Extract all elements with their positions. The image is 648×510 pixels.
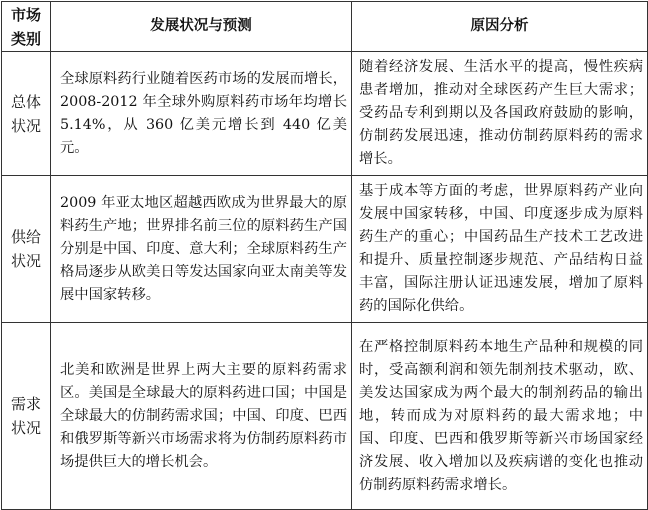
header-development-status: 发展状况与预测 <box>51 2 352 52</box>
category-line1: 供给 <box>10 228 41 246</box>
status-cell: 北美和欧洲是世界上两大主要的原料药需求区。美国是全球最大的原料药进口国；中国是全球最大的仿制药需求国；中国、印度、巴西和俄罗斯等新兴市场需求将为仿制药原料药市场提供巨大的增长机会。 <box>51 323 352 510</box>
header-market-category <box>2 2 51 52</box>
category-line1: 需求 <box>10 395 41 413</box>
table-row <box>2 323 648 510</box>
table-row <box>2 52 648 176</box>
header-reason-analysis: 原因分析 <box>352 2 648 52</box>
status-cell: 2009 年亚太地区超越西欧成为世界最大的原料药生产地；世界排名前三位的原料药生产国分别是中国、印度、意大利；全球原料药生产格局逐步从欧美日等发达国家向亚太南美等发展中国家转移。 <box>51 176 352 323</box>
category-line2: 状况 <box>10 252 41 270</box>
category-line1: 总体 <box>10 92 41 111</box>
reason-cell: 基于成本等方面的考虑，世界原料药产业向发展中国家转移，中国、印度逐步成为原料药生产的重心；中国药品生产技术工艺改进和提升、质量控制逐步规范、产品结构日益丰富，国际注册认证迅速发展，增加了原料药的国际化供给。 <box>352 176 648 323</box>
row-category <box>2 176 51 323</box>
status-cell: 全球原料药行业随着医药市场的发展而增长，2008-2012 年全球外购原料药市场年均增长 5.14%，从 360 亿美元增长到 440 亿美元。 <box>51 52 352 176</box>
header-category-line2: 类别 <box>10 29 41 48</box>
table-header-row <box>2 2 648 52</box>
market-analysis-table <box>1 1 648 510</box>
row-category <box>2 323 51 510</box>
category-line2: 状况 <box>10 419 41 437</box>
reason-cell: 随着经济发展、生活水平的提高，慢性疾病患者增加，推动对全球医药产生巨大需求；受药品专利到期以及各国政府鼓励的影响，仿制药发展迅速，推动仿制药原料药的需求增长。 <box>352 52 648 176</box>
table-row <box>2 176 648 323</box>
reason-cell: 在严格控制原料药本地生产品种和规模的同时，受高额利润和领先制剂技术驱动，欧、美发达国家成为两个最大的制剂药品的输出地，转而成为对原料药的最大需求地；中国、印度、巴西和俄罗斯等新兴市场国家经济发展、收入增加以及疾病谱的变化也推动仿制药原料药需求增长。 <box>352 323 648 510</box>
header-category-line1: 市场 <box>10 5 41 24</box>
row-category <box>2 52 51 176</box>
category-line2: 状况 <box>10 116 41 135</box>
